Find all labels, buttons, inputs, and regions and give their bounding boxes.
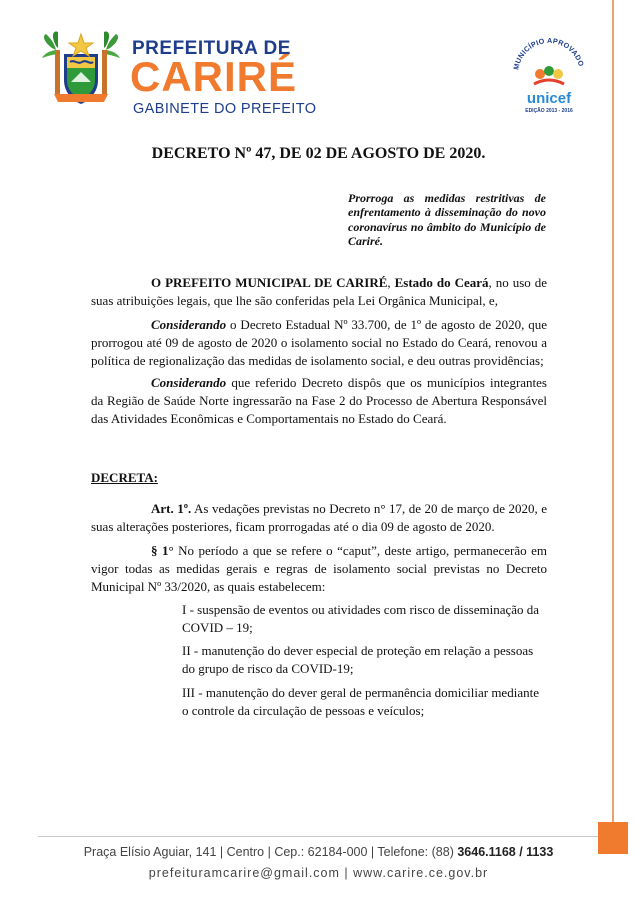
list-item: II - manutenção do dever especial de proteção em relação a pessoas do grupo de risco da COVID-19;	[182, 643, 534, 676]
footer-phone: 3646.1168 / 1133	[457, 845, 554, 859]
preamble-authority: O PREFEITO MUNICIPAL DE CARIRÉ	[151, 275, 388, 290]
list-item: I - suspensão de eventos ou atividades com risco de disseminação da COVID – 19;	[182, 602, 540, 635]
paragraph-1-lead: § 1°	[151, 543, 174, 558]
preamble-paragraph	[91, 274, 547, 310]
logo-line-prefeitura: PREFEITURA DE	[132, 38, 291, 59]
preamble-text: , no uso de suas atribuições legais, que lhe são conferidas pela Lei Orgânica Municipal, e,	[91, 275, 547, 308]
municipal-emblem-icon	[40, 28, 122, 110]
paragraph-1-section	[91, 542, 547, 596]
preamble-separator: ,	[387, 275, 395, 290]
considering-text-1: o Decreto Estadual Nº 33.700, de 1º de agosto de 2020, que prorrogou até 09 de agosto de 2020 o isolamento social no Estado do Ceará, renovou a política de regionalização das medidas de isolamento social, e deu outras providências;	[91, 317, 547, 368]
unicef-seal-icon	[510, 30, 588, 92]
logo-line-gabinete: GABINETE DO PREFEITO	[133, 101, 317, 117]
list-item: III - manutenção do dever geral de permanência domiciliar mediante o controle da circulação de pessoas e veículos;	[182, 685, 539, 718]
footer-divider	[38, 836, 598, 837]
article-1-text: As vedações previstas no Decreto n° 17, de 20 de março de 2020, e suas alterações posteriores, ficam prorrogadas até o dia 09 de agosto de 2020.	[91, 501, 547, 534]
considering-lead-2: Considerando	[151, 375, 227, 390]
decree-summary: Prorroga as medidas restritivas de enfrentamento à disseminação do novo coronavírus no âmbito do Município de Cariré.	[348, 191, 546, 249]
side-border-rule	[612, 0, 614, 822]
seal-arc-text: MUNICÍPIO APROVADO	[511, 35, 586, 71]
seal-brand: unicef	[526, 90, 572, 107]
article-1-lead: Art. 1º.	[151, 501, 192, 516]
considering-paragraph-2	[91, 374, 547, 428]
considering-paragraph-1	[91, 316, 547, 370]
preamble-state: Estado do Ceará	[394, 275, 489, 290]
svg-text:MUNICÍPIO APROVADO	[511, 36, 586, 71]
logo-line-carire: CARIRÉ	[130, 53, 298, 100]
article-1-paragraph	[91, 500, 547, 536]
seal-edition: EDIÇÃO 2013 - 2016	[525, 108, 573, 114]
footer-contact: prefeituramcarire@gmail.com | www.carire.ce.gov.br	[148, 866, 489, 880]
prefeitura-logo	[40, 28, 317, 117]
unicef-seal	[510, 30, 588, 118]
considering-lead-1: Considerando	[151, 317, 227, 332]
footer-address-text: Praça Elísio Aguiar, 141 | Centro | Cep.: 62184-000 | Telefone: (88)	[83, 845, 458, 859]
decreta-heading: DECRETA:	[91, 470, 158, 485]
paragraph-1-text: No período a que se refere o “caput”, deste artigo, permanecerão em vigor todas as medidas gerais e regras de isolamento social previstas no Decreto Municipal Nº 33/2020, as quais estabelecem:	[91, 543, 548, 594]
decree-title: DECRETO Nº 47, DE 02 DE AGOSTO DE 2020.	[151, 145, 486, 162]
considering-text-2: que referido Decreto dispôs que os municípios integrantes da Região de Saúde Norte ingressarão na Fase 2 do Processo de Abertura Responsável das Atividades Econômicas e Comportamentais no Estado do Ceará.	[91, 375, 547, 426]
footer-address	[0, 845, 637, 859]
